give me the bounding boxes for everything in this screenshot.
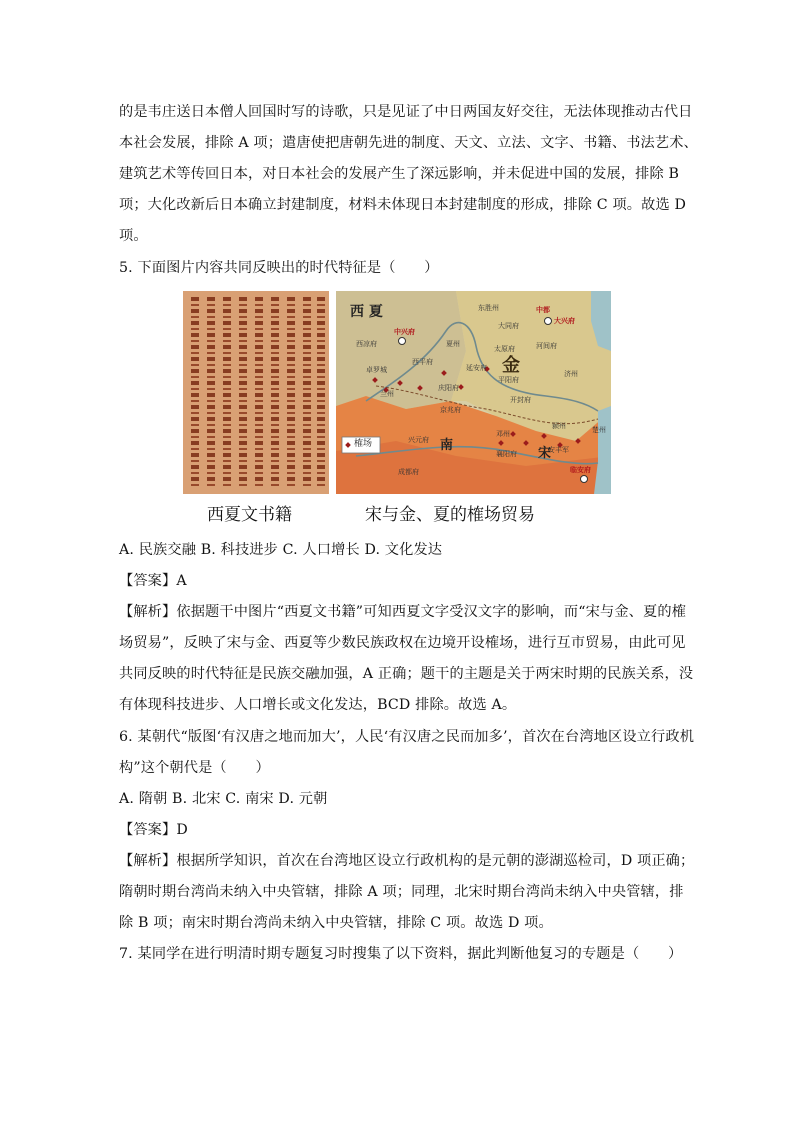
text-line: 的是韦庄送日本僧人回国时写的诗歌，只是见证了中日两国友好交往，无法体现推动古代日 bbox=[119, 104, 693, 120]
map-place: 太原府 bbox=[494, 345, 515, 353]
map-place: 大同府 bbox=[498, 322, 519, 330]
map-place: 东胜州 bbox=[478, 304, 499, 312]
question-7: 7. 某同学在进行明清时期专题复习时搜集了以下资料，据此判断他复习的专题是（ ） bbox=[119, 946, 683, 962]
map-place: 京兆府 bbox=[440, 406, 461, 414]
map-label-xixia: 西 夏 bbox=[350, 304, 383, 320]
q5-answer: 【答案】A bbox=[119, 573, 187, 589]
map-place: 中都 bbox=[536, 306, 550, 314]
q5-analysis-line: 共同反映的时代特征是民族交融加强，A 正确；题干的主题是关于两宋时期的民族关系，没 bbox=[119, 666, 694, 682]
map-place: 兴元府 bbox=[408, 436, 429, 444]
map-place: 大兴府 bbox=[554, 317, 575, 325]
caption-trade-map: 宋与金、夏的榷场贸易 bbox=[365, 505, 535, 525]
map-place: 安丰军 bbox=[548, 446, 569, 454]
map-place: 颍州 bbox=[552, 422, 566, 430]
xixia-manuscript-image bbox=[183, 291, 329, 494]
q6-options: A. 隋朝 B. 北宋 C. 南宋 D. 元朝 bbox=[119, 791, 328, 807]
map-place: 临安府 bbox=[570, 466, 591, 474]
q6-analysis-line: 【解析】根据所学知识，首次在台湾地区设立行政机构的是元朝的澎湖巡检司，D 项正确； bbox=[119, 853, 695, 869]
map-place: 兰州 bbox=[380, 390, 394, 398]
text-line: 项；大化改新后日本确立封建制度，材料未体现日本封建制度的形成，排除 C 项。故选 D bbox=[119, 197, 686, 213]
map-label-jin: 金 bbox=[502, 355, 520, 376]
map-place: 中兴府 bbox=[394, 328, 415, 336]
question-6: 6. 某朝代“版图‘有汉唐之地而加大’，人民‘有汉唐之民而加多’，首次在台湾地区设立行政机 bbox=[119, 729, 695, 745]
map-place: 庆阳府 bbox=[438, 384, 459, 392]
question-5-figure bbox=[183, 291, 611, 529]
q6-answer: 【答案】D bbox=[119, 822, 188, 838]
map-place: 延安府 bbox=[466, 364, 487, 372]
question-5: 5. 下面图片内容共同反映出的时代特征是（ ） bbox=[119, 260, 439, 276]
map-label-song: 宋 bbox=[538, 446, 552, 461]
text-line: 建筑艺术等传回日本，对日本社会的发展产生了深远影响，并未促进中国的发展，排除 B bbox=[119, 166, 680, 182]
map-place: 开封府 bbox=[510, 396, 531, 404]
text-line: 项。 bbox=[119, 228, 148, 244]
question-6-cont: 构”这个朝代是（ ） bbox=[119, 760, 270, 776]
map-legend-label: 榷场 bbox=[354, 439, 373, 449]
q5-options: A. 民族交融 B. 科技进步 C. 人口增长 D. 文化发达 bbox=[119, 542, 443, 558]
map-place: 济州 bbox=[564, 370, 578, 378]
q6-analysis-line: 除 B 项；南宋时期台湾尚未纳入中央管辖，排除 C 项。故选 D 项。 bbox=[119, 915, 553, 931]
map-place: 平阳府 bbox=[498, 376, 519, 384]
q5-analysis-line: 场贸易”，反映了宋与金、西夏等少数民族政权在边境开设榷场，进行互市贸易，由此可见 bbox=[119, 635, 686, 651]
map-place: 邓州 bbox=[496, 430, 510, 438]
q5-analysis-line: 有体现科技进步、人口增长或文化发达，BCD 排除。故选 A。 bbox=[119, 697, 517, 713]
text-line: 本社会发展，排除 A 项；遣唐使把唐朝先进的制度、天文、立法、文字、书籍、书法艺术、 bbox=[119, 135, 698, 151]
map-place: 西凉府 bbox=[356, 340, 377, 348]
q5-analysis-line: 【解析】依据题干中图片“西夏文书籍”可知西夏文字受汉文字的影响，而“宋与金、夏的榷 bbox=[119, 604, 687, 620]
map-label-nan: 南 bbox=[440, 438, 454, 453]
map-place: 夏州 bbox=[446, 340, 460, 348]
map-place: 襄阳府 bbox=[496, 450, 517, 458]
q6-analysis-line: 隋朝时期台湾尚未纳入中央管辖，排除 A 项；同理，北宋时期台湾尚未纳入中央管辖，排 bbox=[119, 884, 684, 900]
map-place: 河间府 bbox=[536, 342, 557, 350]
map-place: 卓罗城 bbox=[366, 366, 387, 374]
caption-xixia-book: 西夏文书籍 bbox=[207, 505, 292, 525]
map-place: 楚州 bbox=[592, 426, 606, 434]
map-place: 成都府 bbox=[398, 468, 419, 476]
map-place: 西平府 bbox=[412, 358, 433, 366]
song-jin-xia-trade-map bbox=[336, 291, 611, 494]
